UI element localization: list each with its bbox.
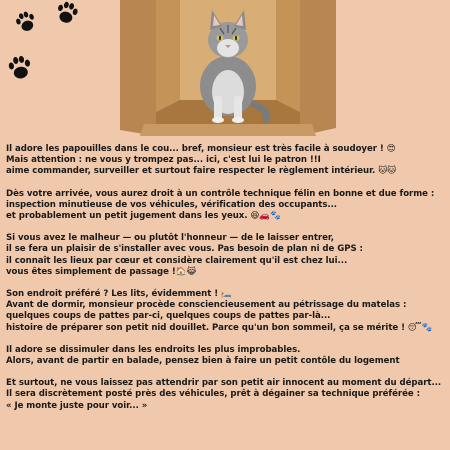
- text-line: Mais attention : ne vous y trompez pas... ici, c'est lui le patron !!I: [6, 155, 321, 166]
- cat-in-box-photo: [120, 0, 336, 136]
- paw-icon: [54, 0, 80, 26]
- text-line: Avant de dormir, monsieur procède consciencieusement au pétrissage du matelas :: [6, 300, 407, 311]
- paragraph: [6, 144, 446, 178]
- paw-prints-decoration: [0, 0, 110, 110]
- text-line: histoire de préparer son petit nid douillet. Parce qu'un bon sommeil, ça se mérite ! 😴🐾: [6, 322, 433, 333]
- paragraph: [6, 345, 446, 367]
- text-line: Il adore les papouilles dans le cou... bref, monsieur est très facile à soudoyer ! 😍: [6, 144, 396, 154]
- paragraph: [6, 233, 446, 278]
- text-line: Si vous avez le malheur — ou plutôt l'honneur — de le laisser entrer,: [6, 233, 334, 244]
- text-line: Alors, avant de partir en balade, pensez bien à faire un petit contôle du logement: [6, 356, 400, 367]
- text-line: et probablement un petit jugement dans les yeux. 😆🚗🐾: [6, 211, 281, 222]
- description-text: [6, 144, 446, 423]
- paw-icon: [14, 10, 38, 34]
- paragraph: [6, 378, 446, 412]
- paw-icon: [6, 54, 34, 82]
- text-line: Il adore se dissimuler dans les endroits les plus improbables.: [6, 344, 301, 355]
- text-line: « Je monte juste pour voir... »: [6, 400, 148, 411]
- paragraph: [6, 189, 446, 223]
- text-line: aime commander, surveiller et surtout faire respecter le règlement intérieur. 🐱🐱: [6, 166, 397, 177]
- text-line: Il sera discrètement posté près des véhicules, prêt à dégainer sa technique préférée :: [6, 389, 420, 400]
- text-line: Son endroit préféré ? Les lits, évidemment ! 🛏️: [6, 289, 232, 300]
- text-line: Et surtout, ne vous laissez pas attendrir par son petit air innocent au moment du départ...: [6, 378, 442, 389]
- text-line: quelques coups de pattes par-ci, quelques coups de pattes par-là...: [6, 311, 331, 322]
- text-line: Dès votre arrivée, vous aurez droit à un contrôle technique félin en bonne et due forme :: [6, 188, 435, 199]
- text-line: vous êtes simplement de passage !🏠😹: [6, 266, 197, 277]
- paragraph: [6, 289, 446, 334]
- text-line: il connaît les lieux par cœur et considère clairement qu'il est chez lui...: [6, 255, 348, 266]
- text-line: inspection minutieuse de vos véhicules, vérification des occupants...: [6, 199, 338, 210]
- text-line: il se fera un plaisir de s'installer avec vous. Pas besoin de plan ni de GPS :: [6, 244, 363, 255]
